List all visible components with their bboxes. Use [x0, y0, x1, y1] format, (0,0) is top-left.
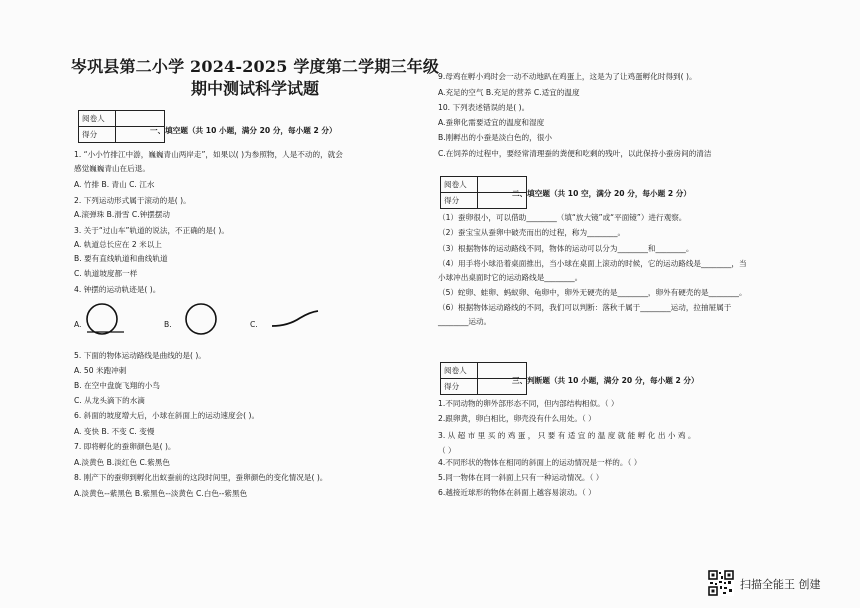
score-label: 得分 [441, 193, 478, 209]
exam-subtitle: 期中测试科学试题 [190, 79, 319, 98]
q5-option-b: B. 在空中盘旋飞翔的小鸟 [74, 381, 160, 390]
q3-option-a: A. 轨道总长应在 2 米以上 [74, 240, 162, 249]
fill-3: （3）根据物体的运动路线不同，物体的运动可以分为________和________。 [438, 244, 694, 253]
q5-option-c: C. 从龙头滴下的水滴 [74, 396, 145, 405]
q2-options: A.滚弹珠 B.滑雪 C.钟摆摆动 [74, 210, 170, 219]
q10-option-a: A.蚕卵化需要适宜的温度和湿度 [438, 118, 545, 127]
q10-stem: 10. 下列表述错误的是( )。 [438, 103, 530, 112]
fill-2: （2）蚕宝宝从蚕卵中破壳而出的过程，称为________。 [438, 228, 626, 237]
exam-title: 岑巩县第二小学 2024-2025 学度第二学期三年级 [70, 57, 440, 76]
q9-options: A.充足的空气 B.充足的营养 C.适宜的温度 [438, 88, 580, 97]
fill-5: （5）蛇卵、蛙卵、蚂蚁卵、龟卵中，卵外无硬壳的是________，卵外有硬壳的是________。 [438, 288, 747, 297]
q3-stem: 3. 关于“过山车”轨道的说法，不正确的是( )。 [74, 226, 229, 235]
q4-option-b-label: B. [164, 320, 172, 329]
section3-heading: 三、判断题（共 10 小题，满分 20 分，每小题 2 分） [512, 376, 699, 385]
q8-options: A.淡黄色--紫黑色 B.紫黑色--淡黄色 C.白色--紫黑色 [74, 489, 248, 498]
q4-option-a-figure [82, 302, 126, 336]
q4-option-c-label: C. [250, 320, 258, 329]
judge-2: 2.跟卵黄，卵白相比，卵壳没有什么用处。（ ） [438, 414, 596, 423]
q4-option-b-figure [183, 302, 219, 336]
q10-option-b: B.刚孵出的小蚕是淡白色的，很小 [438, 133, 552, 142]
section2-heading: 二、填空题（共 10 空，满分 20 分，每小题 2 分） [512, 189, 691, 198]
reviewer-label: 阅卷人 [79, 111, 116, 127]
qr-code-icon [708, 570, 734, 596]
judge-6: 6.越接近球形的物体在斜面上越容易滚动。（ ） [438, 488, 596, 497]
judge-3-line1: 3. 从 超 市 里 买 的 鸡 蛋 ， 只 要 有 适 宜 的 温 度 就 能 孵 化 出 小 鸡 。 [438, 431, 696, 440]
q5-option-a: A. 50 米跑冲刺 [74, 366, 127, 375]
fill-6-line1: （6）根据物体运动路线的不同，我们可以判断：落秋千属于________运动，拉抽屉属于 [438, 303, 732, 312]
q4-option-a-label: A. [74, 320, 82, 329]
judge-5: 5.同一物体在同一斜面上只有一种运动情况。（ ） [438, 473, 604, 482]
reviewer-label: 阅卷人 [441, 177, 478, 193]
q8-stem: 8. 刚产下的蚕卵到孵化出蚁蚕前的这段时间里，蚕卵颜色的变化情况是( )。 [74, 473, 328, 482]
reviewer-label: 阅卷人 [441, 363, 478, 379]
q10-option-c: C.在饲养的过程中，要经常清理蚕的粪便和吃剩的残叶，以此保持小蚕房间的清洁 [438, 149, 712, 158]
q6-stem: 6. 斜面的坡度增大后，小球在斜面上的运动速度会( )。 [74, 411, 260, 420]
q6-options: A. 变快 B. 不变 C. 变慢 [74, 427, 155, 436]
section1-heading: 一、填空题（共 10 小题，满分 20 分，每小题 2 分） [150, 126, 337, 135]
q7-options: A.淡黄色 B.淡红色 C.紫黑色 [74, 458, 170, 467]
score-label: 得分 [79, 127, 116, 143]
q4-stem: 4. 钟摆的运动轨迹是( )。 [74, 285, 161, 294]
q1-line1: 1. “小小竹排江中游，巍巍青山两岸走”，如果以( )为参照物，人是不动的，就会 [74, 150, 343, 159]
q1-line2: 感觉巍巍青山在后退。 [74, 164, 150, 173]
judge-4: 4.不同形状的物体在相同的斜面上的运动情况是一样的。（ ） [438, 458, 642, 467]
scanner-watermark: 扫描全能王 创建 [740, 578, 821, 591]
q2-stem: 2. 下列运动形式属于滚动的是( )。 [74, 196, 191, 205]
q5-stem: 5. 下面的物体运动路线是曲线的是( )。 [74, 351, 206, 360]
fill-1: （1）蚕卵很小，可以借助________（填“放大镜”或“平面镜”）进行观察。 [438, 213, 687, 222]
q1-options: A. 竹排 B. 青山 C. 江水 [74, 180, 155, 189]
fill-4-line2: 小球冲出桌面时它的运动路线是________。 [438, 273, 583, 282]
fill-4-line1: （4）用手将小球沿着桌面推出，当小球在桌面上滚动的时候，它的运动路线是________，当 [438, 259, 747, 268]
q9-stem: 9.母鸡在孵小鸡时会一动不动地趴在鸡蛋上，这是为了让鸡蛋孵化时得到( )。 [438, 72, 697, 81]
fill-6-line2: ________运动。 [438, 317, 492, 326]
q3-option-c: C. 轨道坡度都一样 [74, 269, 138, 278]
score-label: 得分 [441, 379, 478, 395]
q3-option-b: B. 要有直线轨道和曲线轨道 [74, 254, 168, 263]
q4-option-c-figure [270, 306, 320, 330]
q7-stem: 7. 即将孵化的蚕卵颜色是( )。 [74, 442, 176, 451]
judge-1: 1.不同动物的卵外部形态不同，但内部结构相似。（ ） [438, 399, 619, 408]
judge-3-line2: （ ） [438, 446, 456, 455]
